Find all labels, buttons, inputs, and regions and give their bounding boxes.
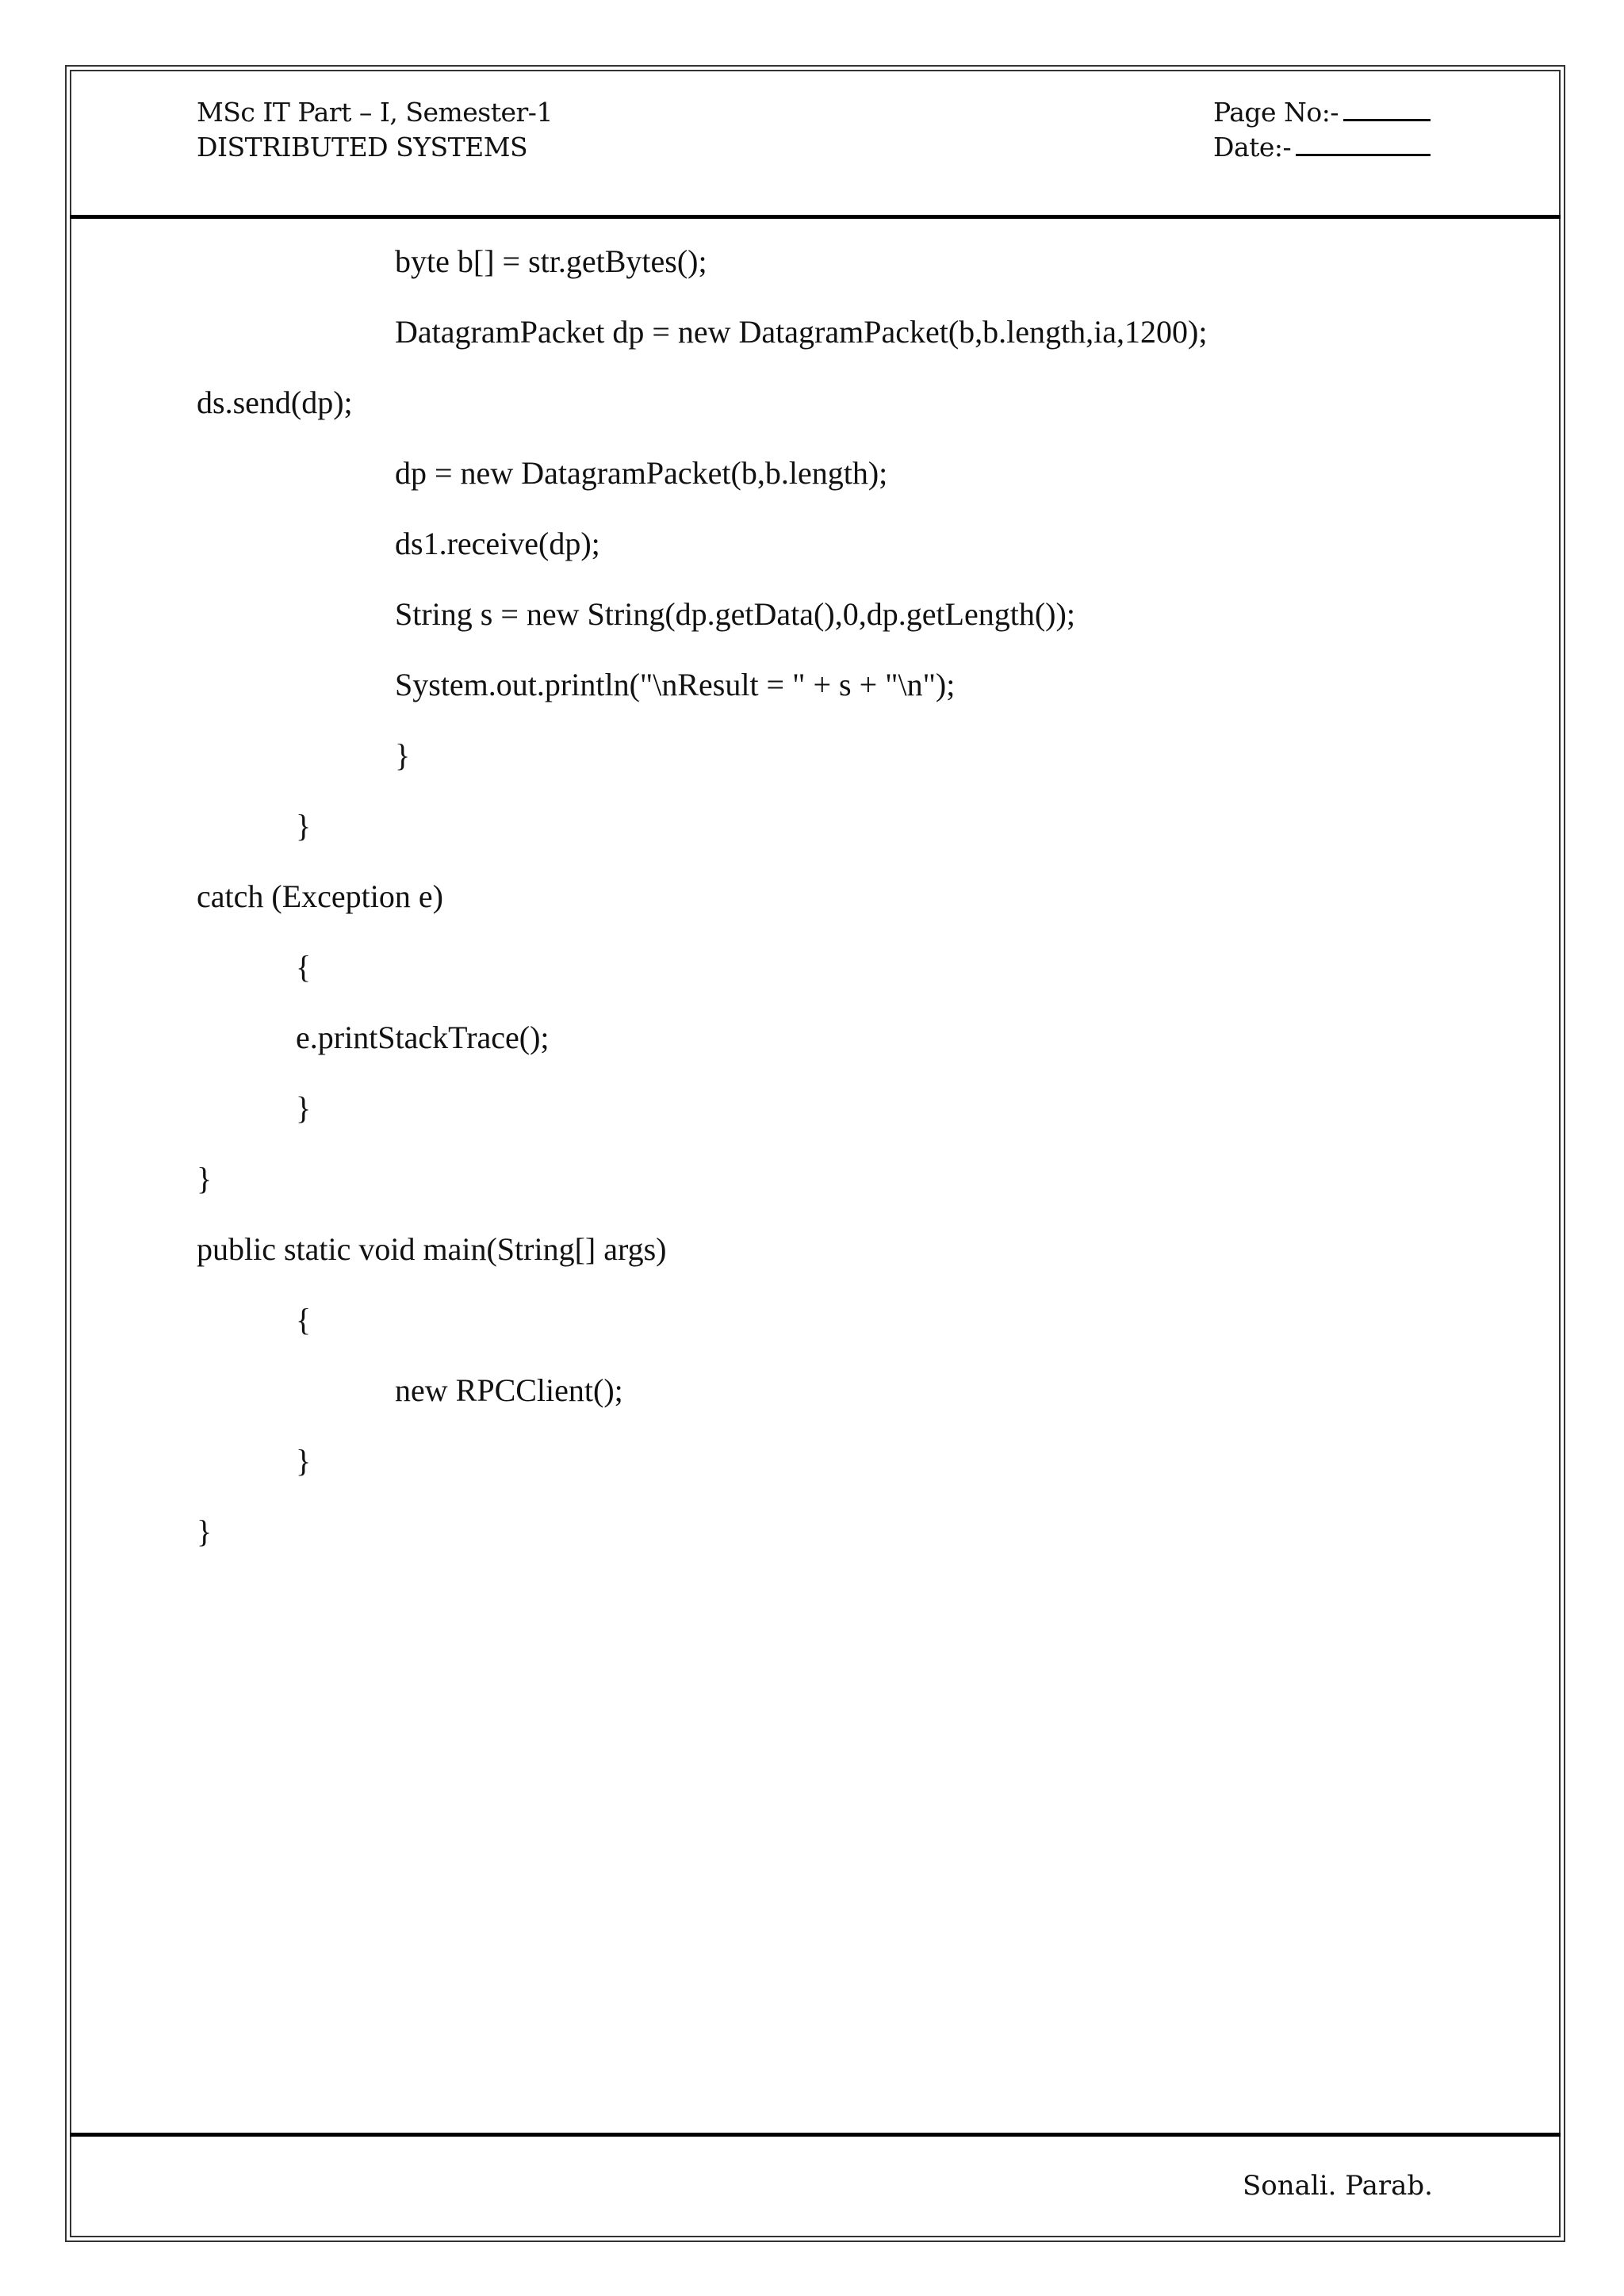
code-line: public static void main(String[] args): [197, 1231, 667, 1267]
page-no-blank: [1343, 95, 1431, 121]
header-right: [1213, 95, 1431, 165]
subject-line: DISTRIBUTED SYSTEMS: [197, 132, 528, 163]
code-line: DatagramPacket dp = new DatagramPacket(b,b.length,ia,1200);: [395, 314, 1208, 350]
code-line: String s = new String(dp.getData(),0,dp.getLength());: [395, 596, 1075, 632]
code-line: System.out.println("\nResult = " + s + "\n");: [395, 667, 956, 702]
course-line: MSc IT Part – I, Semester-1: [197, 97, 553, 128]
code-line: }: [296, 1443, 312, 1479]
page-no-label: Page No:-: [1213, 97, 1339, 128]
code-line: }: [395, 737, 411, 773]
code-line: }: [296, 808, 312, 844]
code-line: }: [296, 1090, 312, 1126]
date-label: Date:-: [1213, 132, 1292, 163]
header-left: [197, 95, 553, 165]
code-line: }: [197, 1161, 213, 1196]
code-line: dp = new DatagramPacket(b,b.length);: [395, 455, 888, 491]
date-blank: [1296, 130, 1431, 156]
code-line: catch (Exception e): [197, 878, 443, 914]
page-no-field: [1213, 95, 1431, 130]
code-line: {: [296, 1302, 312, 1337]
footer-author: Sonali. Parab.: [1242, 2170, 1433, 2202]
code-line: ds.send(dp);: [197, 385, 353, 420]
code-line: ds1.receive(dp);: [395, 526, 600, 561]
code-line: }: [197, 1513, 213, 1549]
code-line: e.printStackTrace();: [296, 1020, 550, 1055]
code-line: {: [296, 949, 312, 985]
date-field: [1213, 130, 1431, 165]
footer-divider: [70, 2133, 1561, 2137]
header-divider: [70, 215, 1561, 219]
code-line: new RPCClient();: [395, 1372, 623, 1408]
code-line: byte b[] = str.getBytes();: [395, 243, 707, 279]
